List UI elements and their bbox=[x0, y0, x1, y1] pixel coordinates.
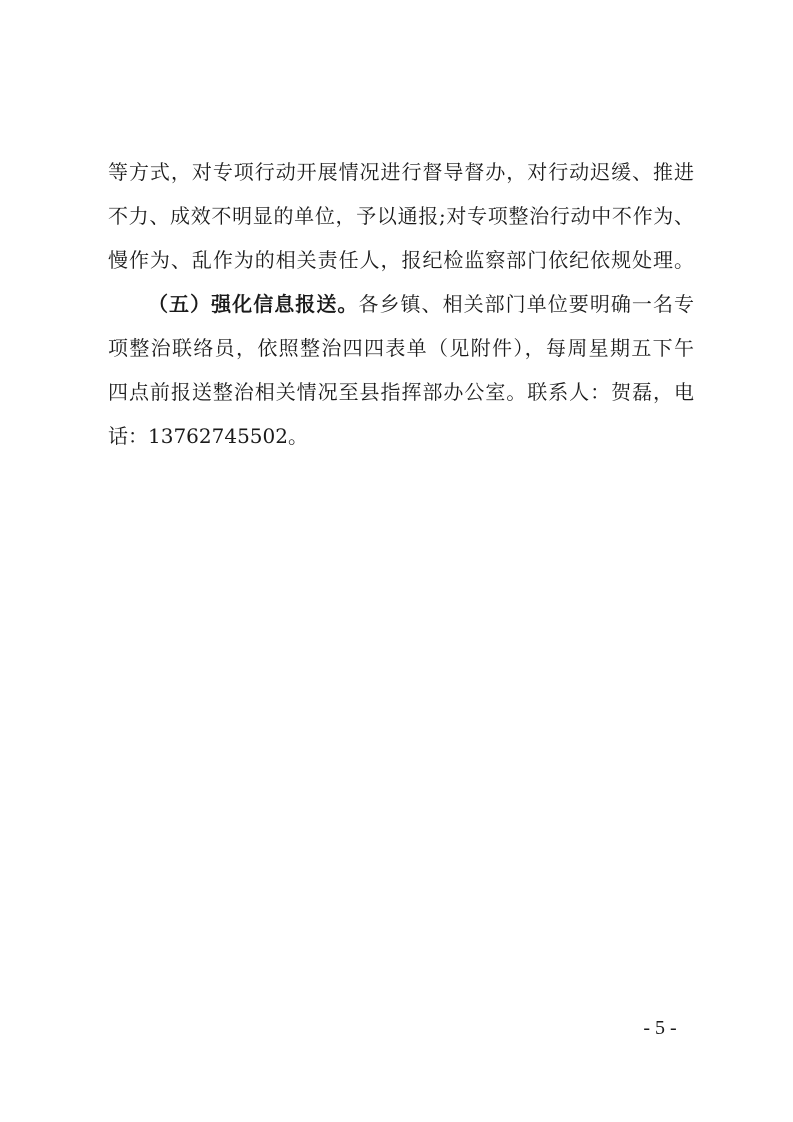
page-number: - 5 - bbox=[643, 1017, 677, 1039]
body-line-3: 慢作为、乱作为的相关责任人，报纪检监察部门依纪依规处理。 bbox=[108, 248, 694, 272]
body-line-1: 等方式，对专项行动开展情况进行督导督办，对行动迟缓、推进 bbox=[108, 160, 694, 184]
body-line-2: 不力、成效不明显的单位，予以通报;对专项整治行动中不作为、 bbox=[108, 204, 694, 228]
section-5-line-4: 话：13762745502。 bbox=[108, 424, 308, 448]
section-5-heading: （五）强化信息报送。 bbox=[148, 292, 359, 316]
section-5-text: 各乡镇、相关部门单位要明确一名专 bbox=[358, 292, 695, 316]
section-5-line-2: 项整治联络员，依照整治四四表单（见附件），每周星期五下午 bbox=[108, 336, 694, 360]
section-5-line-3: 四点前报送整治相关情况至县指挥部办公室。联系人：贺磊，电 bbox=[108, 380, 694, 404]
section-5-first-line bbox=[148, 290, 694, 318]
